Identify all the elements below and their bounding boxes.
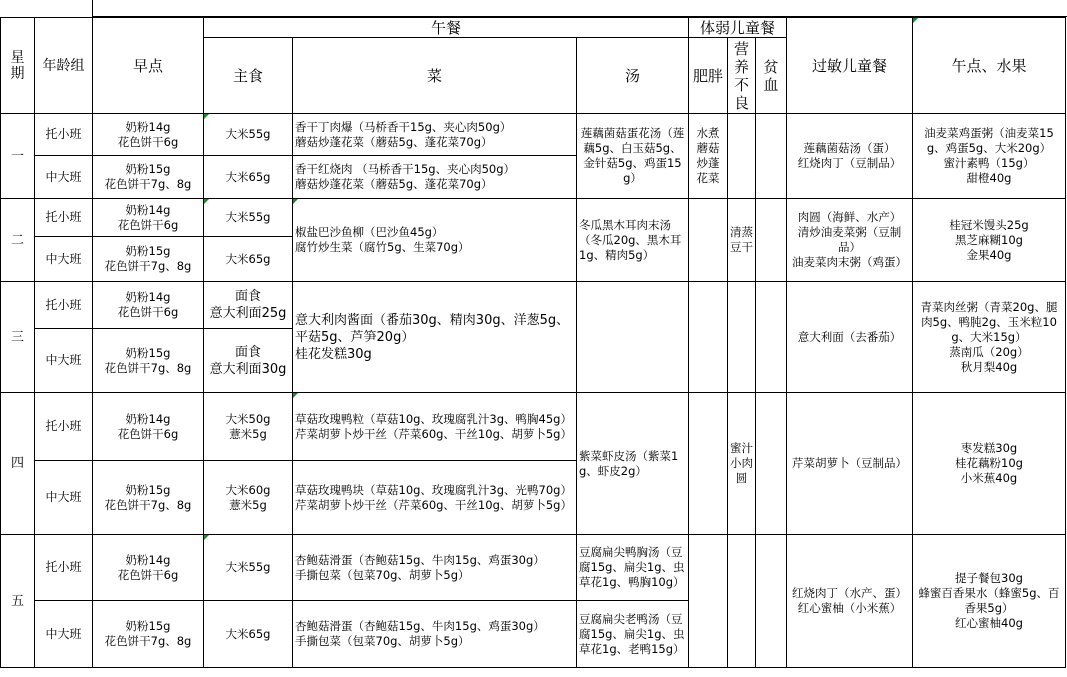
header-staple: 主食 (204, 38, 293, 114)
day-cell: 一 (1, 114, 35, 199)
weekly-menu-table (0, 17, 1066, 668)
malnutrition-cell: 清蒸豆干 (728, 199, 756, 282)
breakfast-cell: 奶粉15g 花色饼干7g、8g (93, 601, 204, 668)
header-breakfast: 早点 (93, 18, 204, 114)
age-group-cell: 托小班 (35, 535, 93, 601)
dish-cell: 杏鲍菇滑蛋（杏鲍菇15g、牛肉15g、鸡蛋30g） 手撕包菜（包菜70g、胡萝卜5g） (293, 535, 577, 601)
age-group-cell: 托小班 (35, 393, 93, 461)
snack-cell: 油麦菜鸡蛋粥（油麦菜15g、鸡蛋5g、大米20g） 蜜汁素鸭（15g） 甜橙40g (913, 114, 1066, 199)
anemia-cell (756, 199, 787, 282)
malnutrition-cell (728, 282, 756, 393)
day-cell: 四 (1, 393, 35, 535)
header-snack-fruit: 午点、水果 (913, 18, 1066, 114)
breakfast-cell: 奶粉14g 花色饼干6g (93, 282, 204, 329)
snack-cell: 桂冠米馒头25g 黑芝麻糊10g 金果40g (913, 199, 1066, 282)
top-border-line (92, 0, 1067, 17)
breakfast-cell: 奶粉14g 花色饼干6g (93, 393, 204, 461)
header-allergy-meal: 过敏儿童餐 (787, 18, 913, 114)
allergy-cell: 意大利面（去番茄） (787, 282, 913, 393)
obese-cell (689, 282, 728, 393)
header-lunch: 午餐 (204, 18, 689, 38)
dish-cell: 杏鲍菇滑蛋（杏鲍菇15g、牛肉15g、鸡蛋30g） 手撕包菜（包菜70g、胡萝卜5g） (293, 601, 577, 668)
soup-cell: 冬瓜黑木耳肉末汤（冬瓜20g、黑木耳1g、精肉5g） (577, 199, 689, 282)
anemia-cell (756, 282, 787, 393)
staple-cell: 大米55g (204, 114, 293, 156)
obese-cell: 水煮蘑菇炒蓬花菜 (689, 114, 728, 199)
staple-cell: 面食 意大利面30g (204, 329, 293, 393)
dish-cell: 椒盐巴沙鱼柳（巴沙鱼45g） 腐竹炒生菜（腐竹5g、生菜70g） (293, 199, 577, 282)
allergy-cell: 红烧肉丁（水产、蛋） 红心蜜柚（小米蕉） (787, 535, 913, 668)
soup-cell: 豆腐扁尖老鸭汤（豆腐15g、扁尖1g、虫草花1g、老鸭15g） (577, 601, 689, 668)
breakfast-cell: 奶粉15g 花色饼干7g、8g (93, 237, 204, 282)
staple-cell: 大米55g (204, 199, 293, 237)
dish-cell: 草菇玫瑰鸭块（草菇10g、玫瑰腐乳汁3g、光鸭70g） 芹菜胡萝卜炒干丝（芹菜60g、干丝10g、胡萝卜5g） (293, 461, 577, 535)
staple-cell: 大米55g (204, 535, 293, 601)
age-group-cell: 中大班 (35, 329, 93, 393)
obese-cell (689, 393, 728, 535)
snack-cell: 青菜肉丝粥（青菜20g、腿肉5g、鸭肫2g、玉米粒10g、大米15g） 蒸南瓜（20g） 秋月梨40g (913, 282, 1066, 393)
staple-cell: 面食 意大利面25g (204, 282, 293, 329)
header-dish: 菜 (293, 38, 577, 114)
breakfast-cell: 奶粉15g 花色饼干7g、8g (93, 156, 204, 199)
age-group-cell: 中大班 (35, 461, 93, 535)
day-cell: 五 (1, 535, 35, 668)
anemia-cell (756, 114, 787, 199)
age-group-cell: 中大班 (35, 156, 93, 199)
staple-cell: 大米65g (204, 237, 293, 282)
age-group-cell: 托小班 (35, 199, 93, 237)
breakfast-cell: 奶粉14g 花色饼干6g (93, 114, 204, 156)
header-malnutrition: 营养不良 (728, 38, 756, 114)
staple-cell: 大米50g 薏米5g (204, 393, 293, 461)
dish-cell: 香干丁肉爆（马桥香干15g、夹心肉50g） 蘑菇炒蓬花菜（蘑菇5g、蓬花菜70g） (293, 114, 577, 156)
day-cell: 二 (1, 199, 35, 282)
allergy-cell: 肉圆（海鲜、水产） 清炒油麦菜粥（豆制品） 油麦菜肉末粥（鸡蛋） (787, 199, 913, 282)
anemia-cell (756, 393, 787, 535)
header-obese: 肥胖 (689, 38, 728, 114)
dish-cell: 草菇玫瑰鸭粒（草菇10g、玫瑰腐乳汁3g、鸭胸45g） 芹菜胡萝卜炒干丝（芹菜60g、干丝10g、胡萝卜5g） (293, 393, 577, 461)
header-weak-child-meal: 体弱儿童餐 (689, 18, 787, 38)
anemia-cell (756, 535, 787, 668)
breakfast-cell: 奶粉14g 花色饼干6g (93, 199, 204, 237)
age-group-cell: 中大班 (35, 237, 93, 282)
age-group-cell: 中大班 (35, 601, 93, 668)
obese-cell (689, 535, 728, 668)
allergy-cell: 莲藕菌菇汤（蛋） 红烧肉丁（豆制品） (787, 114, 913, 199)
header-soup: 汤 (577, 38, 689, 114)
header-weekday: 星期 (1, 18, 35, 114)
malnutrition-cell (728, 114, 756, 199)
dish-cell: 香干红烧肉 （马桥香干15g、夹心肉50g） 蘑菇炒蓬花菜（蘑菇5g、蓬花菜70g） (293, 156, 577, 199)
malnutrition-cell: 蜜汁小肉圆 (728, 393, 756, 535)
soup-cell: 紫菜虾皮汤（紫菜1g、虾皮2g） (577, 393, 689, 535)
snack-cell: 提子餐包30g 蜂蜜百香果水（蜂蜜5g、百香果5g） 红心蜜柚40g (913, 535, 1066, 668)
breakfast-cell: 奶粉14g 花色饼干6g (93, 535, 204, 601)
staple-cell: 大米60g 薏米5g (204, 461, 293, 535)
soup-cell: 豆腐扁尖鸭胸汤（豆腐15g、扁尖1g、虫草花1g、鸭胸10g） (577, 535, 689, 601)
soup-cell (577, 282, 689, 393)
age-group-cell: 托小班 (35, 282, 93, 329)
soup-cell: 莲藕菌菇蛋花汤（莲藕5g、白玉菇5g、金针菇5g、鸡蛋15g） (577, 114, 689, 199)
allergy-cell: 芹菜胡萝卜（豆制品） (787, 393, 913, 535)
breakfast-cell: 奶粉15g 花色饼干7g、8g (93, 461, 204, 535)
day-cell: 三 (1, 282, 35, 393)
obese-cell (689, 199, 728, 282)
malnutrition-cell (728, 535, 756, 668)
staple-cell: 大米65g (204, 601, 293, 668)
header-anemia: 贫血 (756, 38, 787, 114)
breakfast-cell: 奶粉15g 花色饼干7g、8g (93, 329, 204, 393)
dish-cell: 意大利肉酱面（番茄30g、精肉30g、洋葱5g、平菇5g、芦笋20g） 桂花发糕30g (293, 282, 577, 393)
staple-cell: 大米65g (204, 156, 293, 199)
age-group-cell: 托小班 (35, 114, 93, 156)
header-age-group: 年龄组 (35, 18, 93, 114)
snack-cell: 枣发糕30g 桂花藕粉10g 小米蕉40g (913, 393, 1066, 535)
